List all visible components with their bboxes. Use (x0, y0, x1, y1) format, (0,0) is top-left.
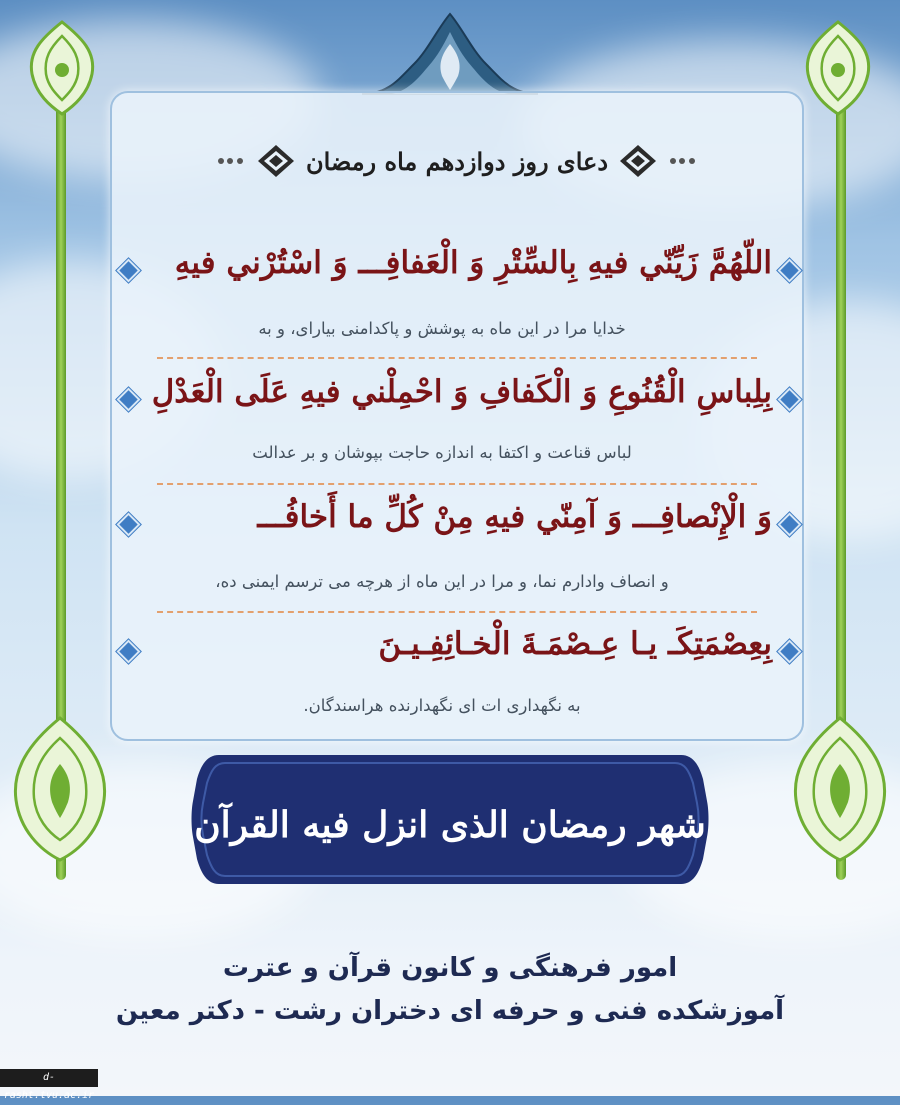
right-top-ornament (798, 18, 878, 118)
page-title: دعای روز دوازدهم ماه رمضان (305, 146, 609, 176)
divider (157, 483, 757, 485)
right-bottom-ornament (788, 714, 892, 864)
title-row (112, 141, 802, 181)
persian-line-1: خدایا مرا در این ماه به پوشش و پاکدامنی بیارای، و به (258, 319, 626, 338)
persian-line-2: لباس قناعت و اکتفا به اندازه حاجت بپوشان و بر عدالت (252, 443, 632, 462)
left-bottom-ornament (8, 714, 112, 864)
persian-line-4: به نگهداری ات ای نگهدارنده هراسندگان. (303, 696, 581, 715)
bullet-icon (777, 258, 801, 282)
footer-line-1: امور فرهنگی و کانون قرآن و عترت (222, 953, 678, 983)
arabic-line-1: اللّهُمَّ زَيِّنّي فيهِ بِالسِّتْرِ وَ الْعَفافِـــ وَ اسْتُرْني فيهِ (174, 245, 772, 281)
divider (157, 611, 757, 613)
prayer-panel (110, 91, 804, 741)
diamond-ornament-icon (256, 143, 296, 179)
diamond-ornament-icon (618, 143, 658, 179)
left-top-ornament (22, 18, 102, 118)
footer-line-2: آموزشکده فنی و حرفه ای دختران رشت - دکتر معین (115, 996, 785, 1026)
persian-line-3: و انصاف وادارم نما، و مرا در این ماه از هرچه می ترسم ایمنی ده، (215, 572, 669, 591)
arabic-line-3: وَ الْإِنْصافِـــ وَ آمِنّي فيهِ مِنْ كُلِّ ما أَخافُـــ (257, 499, 772, 535)
banner-calligraphy-text: شهر رمضان الذی انزل فیه القرآن (194, 804, 706, 846)
bullet-icon (777, 387, 801, 411)
top-center-ornament (358, 10, 542, 96)
calligraphy-banner (189, 751, 711, 888)
site-url: d-rasht.tvu.ac.ir (0, 1069, 98, 1087)
arabic-line-4: بِعِصْمَتِكَـ يـا عِـصْمَـةَ الْخـائِفِـيـنَ (378, 626, 772, 662)
bullet-icon (777, 512, 801, 536)
dots-ornament-icon (216, 155, 246, 167)
dots-ornament-icon (668, 155, 698, 167)
arabic-line-2: بِلِباسِ الْقُنُوعِ وَ الْكَفافِ وَ احْمِلْني فيهِ عَلَى الْعَدْلِ (151, 374, 772, 410)
divider (157, 357, 757, 359)
bullet-icon (777, 639, 801, 663)
